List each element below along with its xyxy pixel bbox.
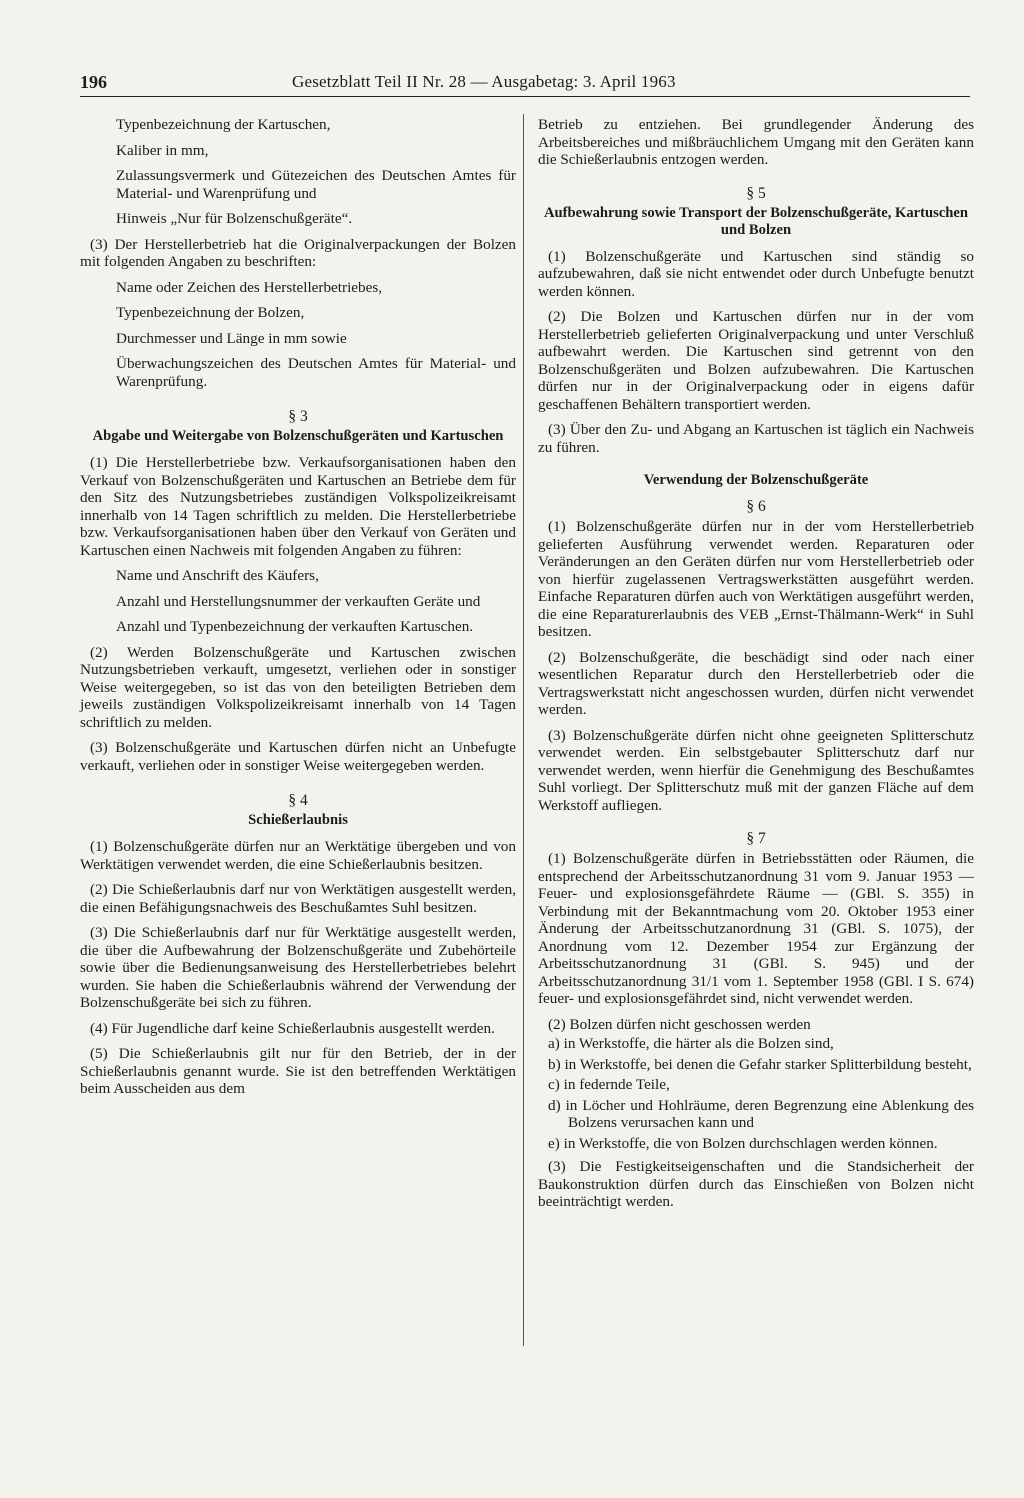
- section-number: § 6: [746, 498, 766, 515]
- paragraph: (1) Die Herstellerbetriebe bzw. Verkaufsorganisationen haben den Verkauf von Bolzenschußgeräten und Kartuschen an Betriebe dem für den Sitz des Nutzungsbetriebes zuständigen Volkspolizeikreisamt innerhalb von 14 Tagen schriftlich zu melden. Die Herstellerbetriebe bzw. Verkaufsorganisationen haben über den Verkauf von Geräten und Kartuschen einen Nachweis mit folgenden Angaben zu führen:: [80, 454, 516, 559]
- list-item: Typenbezeichnung der Bolzen,: [116, 304, 305, 321]
- list-item: c) in federnde Teile,: [548, 1076, 670, 1093]
- paragraph: (3) Die Festigkeitseigenschaften und die Standsicherheit der Baukonstruktion dürfen durch das Einschießen von Bolzen nicht beeinträchtigt werden.: [538, 1158, 974, 1210]
- column-divider: [523, 114, 524, 1346]
- gazette-title: Gesetzblatt Teil II Nr. 28 — Ausgabetag: 3. April 1963: [292, 72, 676, 91]
- paragraph: (4) Für Jugendliche darf keine Schießerlaubnis ausgestellt werden.: [90, 1019, 495, 1037]
- list-item: Zulassungsvermerk und Gütezeichen des Deutschen Amtes für Material- und Warenprüfung und: [116, 167, 516, 202]
- page-header: [80, 72, 970, 97]
- paragraph: (2) Die Bolzen und Kartuschen dürfen nur in der vom Herstellerbetrieb gelieferten Originalverpackung und unter Verschluß aufbewahrt werden. Die Kartuschen sind getrennt von den Bolzenschußgeräten und Bolzen aufzubewahren. Die Kartuschen dürfen nur in der Originalverpackung oder in eigens dafür geschaffenen Behältern transportiert werden.: [538, 308, 974, 413]
- left-column: [80, 116, 516, 1106]
- list-item: a) in Werkstoffe, die härter als die Bolzen sind,: [548, 1035, 834, 1052]
- paragraph: Betrieb zu entziehen. Bei grundlegender Änderung des Arbeitsbereiches und mißbräuchlichem Umgang mit den Geräten kann die Schießerlaubnis entzogen werden.: [538, 116, 974, 168]
- list-item: Typenbezeichnung der Kartuschen,: [116, 116, 331, 133]
- paragraph: (5) Die Schießerlaubnis gilt nur für den Betrieb, der in der Schießerlaubnis genannt wurde. Sie ist den betreffenden Werktätigen beim Ausscheiden aus dem: [80, 1045, 516, 1097]
- chapter-title: Verwendung der Bolzenschußgeräte: [643, 472, 869, 488]
- paragraph: (2) Werden Bolzenschußgeräte und Kartuschen zwischen Nutzungsbetrieben verkauft, umgesetzt, verliehen oder in sonstiger Weise weitergegeben, so ist das von den beteiligten Betrieben dem jeweils zuständigen Volkspolizeikreisamt innerhalb von 14 Tagen schriftlich zu melden.: [80, 643, 516, 731]
- paragraph: (2) Die Schießerlaubnis darf nur von Werktätigen ausgestellt werden, die einen Befähigungsnachweis des Beschußamtes Suhl besitzen.: [80, 881, 516, 916]
- paragraph: (1) Bolzenschußgeräte dürfen nur an Werktätige übergeben und von Werktätigen verwendet werden, die eine Schießerlaubnis besitzen.: [80, 838, 516, 873]
- paragraph: (2) Bolzenschußgeräte, die beschädigt sind oder nach einer wesentlichen Reparatur durch den Herstellerbetrieb oder die Vertragswerkstatt nicht angeschossen wurden, dürfen nicht verwendet werden.: [538, 648, 974, 718]
- list-item: e) in Werkstoffe, die von Bolzen durchschlagen werden können.: [548, 1134, 938, 1152]
- page-number: 196: [80, 72, 107, 92]
- section-number: § 5: [746, 184, 766, 202]
- list-item: Name und Anschrift des Käufers,: [116, 567, 319, 584]
- paragraph: (1) Bolzenschußgeräte dürfen nur in der vom Herstellerbetrieb gelieferten Ausführung verwendet werden. Reparaturen oder Veränderungen an den Geräten dürfen nur vom Herstellerbetrieb oder von hierfür zugelassenen Vertragswerkstätten ausgeführt werden. Einfache Reparaturen dürfen auch von Werktätigen ausgeführt werden, die eine Reparaturerlaubnis des VEB „Ernst-Thälmann-Werk“ in Suhl besitzen.: [538, 518, 974, 640]
- paragraph: (3) Über den Zu- und Abgang an Kartuschen ist täglich ein Nachweis zu führen.: [538, 421, 974, 456]
- list-item: Anzahl und Herstellungsnummer der verkauften Geräte und: [116, 592, 481, 610]
- paragraph: (3) Bolzenschußgeräte dürfen nicht ohne geeigneten Splitterschutz verwendet werden. Ein selbstgebauter Splitterschutz darf nur verwendet werden, wenn hierfür die Genehmigung des Beschußamtes Suhl vorliegt. Der Splitterschutz muß mit der ganzen Fläche auf dem Werkstoff aufliegen.: [538, 726, 974, 814]
- paragraph: (3) Der Herstellerbetrieb hat die Originalverpackungen der Bolzen mit folgenden Angaben zu beschriften:: [80, 235, 516, 270]
- list-item: Durchmesser und Länge in mm sowie: [116, 329, 347, 347]
- list-item: d) in Löcher und Hohlräume, deren Begrenzung eine Ablenkung des Bolzens verursachen kann und: [548, 1096, 974, 1131]
- paragraph: (3) Bolzenschußgeräte und Kartuschen dürfen nicht an Unbefugte verkauft, verliehen oder in sonstiger Weise weitergegeben werden.: [80, 739, 516, 774]
- list-item: Überwachungszeichen des Deutschen Amtes für Material- und Warenprüfung.: [116, 355, 516, 390]
- section-title: Schießerlaubnis: [248, 812, 348, 828]
- paragraph: (1) Bolzenschußgeräte dürfen in Betriebsstätten oder Räumen, die entsprechend der Arbeitsschutzanordnung 31 vom 9. Januar 1953 — Feuer- und explosionsgefährdete Räume — (GBl. S. 355) in Verbindung mit der Bekanntmachung vom 20. Oktober 1953 einer Änderung der Arbeitsschutzanordnung 31 (GBl. S. 1075), der Anordnung vom 12. Dezember 1954 zur Ergänzung der Arbeitsschutzanordnung 31 (GBl. S. 945) und der Arbeitsschutzanordnung 31/1 vom 1. September 1958 (GBl. I S. 674) feuer- und explosionsgefährdet sind, nicht verwendet werden.: [538, 850, 974, 1007]
- right-column: [538, 116, 974, 1219]
- list-item: Name oder Zeichen des Herstellerbetriebes,: [116, 278, 383, 296]
- section-number: § 3: [288, 408, 308, 425]
- paragraph: (3) Die Schießerlaubnis darf nur für Werktätige ausgestellt werden, die über die Aufbewahrung der Bolzenschußgeräte und Zubehörteile sowie über die Bedienungsanweisung des Herstellerbetriebes belehrt wurden. Sie haben die Schießerlaubnis während der Verwendung der Bolzenschußgeräte bei sich zu führen.: [80, 924, 516, 1011]
- section-number: § 4: [288, 792, 308, 809]
- list-item: Hinweis „Nur für Bolzenschußgeräte“.: [116, 210, 353, 227]
- paragraph: (2) Bolzen dürfen nicht geschossen werden: [548, 1015, 811, 1033]
- section-title: Aufbewahrung sowie Transport der Bolzenschußgeräte, Kartuschen und Bolzen: [543, 204, 969, 238]
- list-item: Anzahl und Typenbezeichnung der verkauften Kartuschen.: [116, 618, 474, 635]
- section-number: § 7: [746, 830, 766, 847]
- list-item: Kaliber in mm,: [116, 141, 209, 159]
- paragraph: (1) Bolzenschußgeräte und Kartuschen sind ständig so aufzubewahren, daß sie nicht entwendet oder durch Unbefugte benutzt werden können.: [538, 247, 974, 300]
- list-item: b) in Werkstoffe, bei denen die Gefahr starker Splitterbildung besteht,: [548, 1055, 972, 1073]
- section-title: Abgabe und Weitergabe von Bolzenschußgeräten und Kartuschen: [92, 428, 504, 444]
